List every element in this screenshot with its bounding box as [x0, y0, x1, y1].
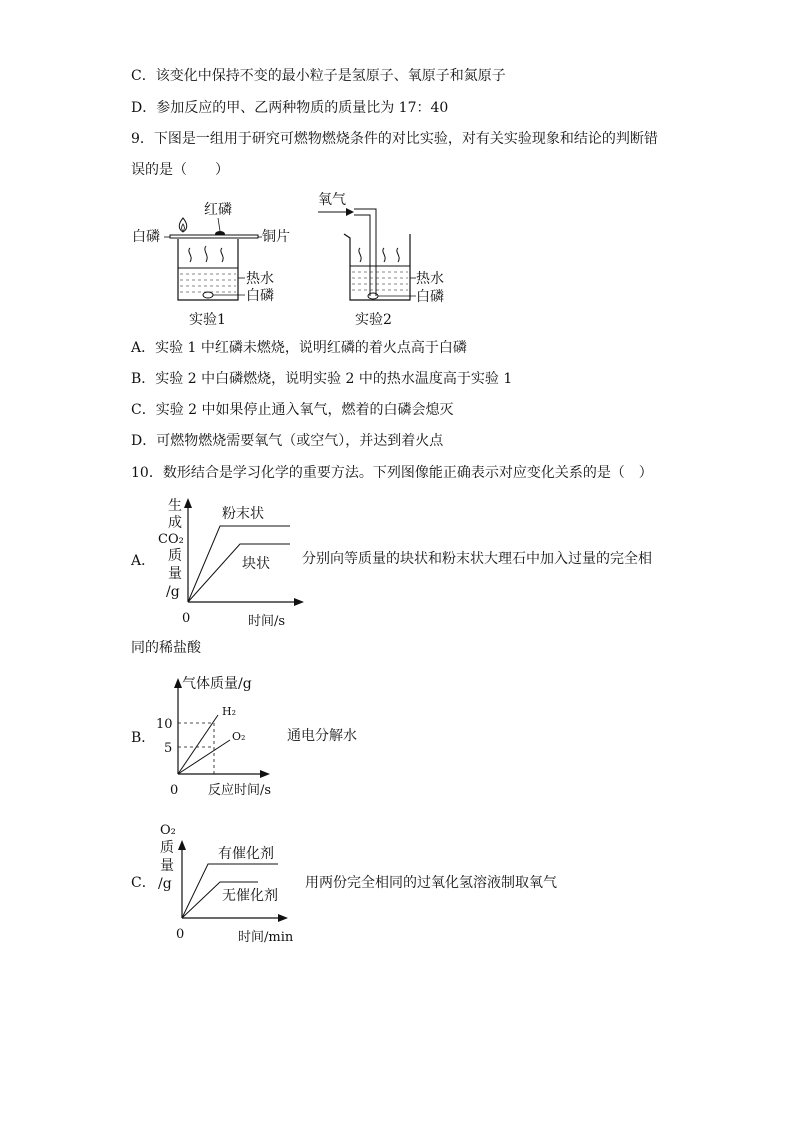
graph-a-y-label-6: /g	[166, 584, 180, 600]
q9-option-a: A．实验 1 中红磷未燃烧，说明红磷的着火点高于白磷	[131, 340, 467, 356]
graph-b-series-h2-label: H₂	[222, 705, 237, 718]
graph-a-y-label-3: CO₂	[158, 532, 184, 547]
q9-stem-line2: 误的是（ ）	[131, 162, 229, 178]
graph-b-x-label: 反应时间/s	[208, 783, 272, 798]
q10-graph-b	[152, 670, 287, 804]
graph-a-series-block-label: 块状	[242, 556, 270, 572]
exp2-oxygen-label: 氧气	[318, 192, 346, 208]
exp1-copper-label: 铜片	[262, 229, 290, 245]
q10-graph-a	[150, 494, 300, 630]
graph-c-series-no-catalyst-label: 无催化剂	[222, 888, 278, 904]
graph-c-y-label-1: O₂	[160, 823, 176, 838]
q8-option-c: C．该变化中保持不变的最小粒子是氢原子、氧原子和氮原子	[131, 68, 506, 84]
q10-c-letter: C．	[131, 875, 156, 891]
exp2-hot-water-label: 热水	[416, 271, 444, 287]
q10-stem: 10．数形结合是学习化学的重要方法。下列图像能正确表示对应变化关系的是（ ）	[131, 465, 653, 481]
flame-icon	[179, 218, 187, 232]
graph-c-origin: 0	[176, 927, 185, 942]
graph-b-o2-line	[178, 740, 230, 774]
q9-experiment1-figure	[128, 196, 308, 331]
exp1-white-phosphorus-bottom-label: 白磷	[246, 288, 274, 304]
graph-c-y-label-2: 质	[160, 840, 174, 856]
q9-stem-line1: 9．下图是一组用于研究可燃物燃烧条件的对比实验，对有关实验现象和结论的判断错	[131, 131, 658, 147]
graph-c-y-label-3: 量	[160, 858, 174, 874]
q10-a-desc-line1: 分别向等质量的块状和粉末状大理石中加入过量的完全相	[302, 551, 652, 567]
arrow-right-icon	[346, 208, 354, 216]
graph-a-y-label-1: 生	[168, 498, 182, 514]
graph-a-y-label-5: 量	[168, 566, 182, 582]
graph-b-y-label: 气体质量/g	[182, 676, 252, 692]
graph-b-series-o2-label: O₂	[232, 730, 246, 743]
q9-option-c: C．实验 2 中如果停止通入氧气，燃着的白磷会熄灭	[131, 402, 454, 418]
q10-b-desc: 通电分解水	[287, 728, 357, 744]
q9-option-d: D．可燃物燃烧需要氧气（或空气），并达到着火点	[131, 433, 444, 449]
copper-sheet	[170, 235, 258, 238]
q10-a-desc-line2: 同的稀盐酸	[131, 640, 201, 656]
graph-c-x-label: 时间/min	[238, 930, 294, 945]
q9-option-b: B．实验 2 中白磷燃烧，说明实验 2 中的热水温度高于实验 1	[131, 371, 513, 387]
exp1-caption: 实验1	[189, 312, 226, 328]
graph-a-block-line	[188, 544, 290, 602]
arrow-up-icon	[174, 678, 182, 688]
arrow-up-icon	[178, 840, 186, 850]
graph-c-series-catalyst-label: 有催化剂	[218, 846, 274, 862]
graph-b-tick-5: 5	[164, 741, 173, 756]
graph-a-y-label-4: 质	[168, 548, 182, 564]
graph-b-origin: 0	[170, 783, 179, 798]
arrow-right-icon	[260, 770, 270, 778]
exp1-red-phosphorus-label: 红磷	[204, 202, 232, 218]
graph-a-y-label-2: 成	[168, 515, 182, 531]
graph-c-y-label-4: /g	[158, 876, 172, 892]
exp2-caption: 实验2	[355, 312, 392, 328]
q10-graph-c	[152, 820, 302, 944]
graph-b-tick-10: 10	[156, 717, 173, 732]
q10-a-letter: A．	[131, 553, 156, 569]
arrow-up-icon	[184, 498, 192, 508]
graph-a-series-powder-label: 粉末状	[222, 506, 264, 522]
graph-a-x-label: 时间/s	[248, 614, 286, 629]
arrow-right-icon	[294, 598, 304, 606]
q10-c-desc: 用两份完全相同的过氧化氢溶液制取氧气	[305, 875, 557, 891]
beaker-1	[178, 239, 238, 300]
q10-b-letter: B．	[131, 730, 156, 746]
exp1-white-phosphorus-top-label: 白磷	[132, 229, 160, 245]
q8-option-d: D．参加反应的甲、乙两种物质的质量比为 17：40	[131, 100, 449, 116]
graph-a-origin: 0	[182, 611, 191, 626]
graph-a-powder-line	[188, 526, 290, 602]
q9-experiment2-figure	[312, 188, 462, 331]
graph-b-h2-line	[178, 715, 218, 774]
arrow-right-icon	[278, 914, 288, 922]
exp2-white-phosphorus-label: 白磷	[416, 289, 444, 305]
exp1-hot-water-label: 热水	[246, 271, 274, 287]
